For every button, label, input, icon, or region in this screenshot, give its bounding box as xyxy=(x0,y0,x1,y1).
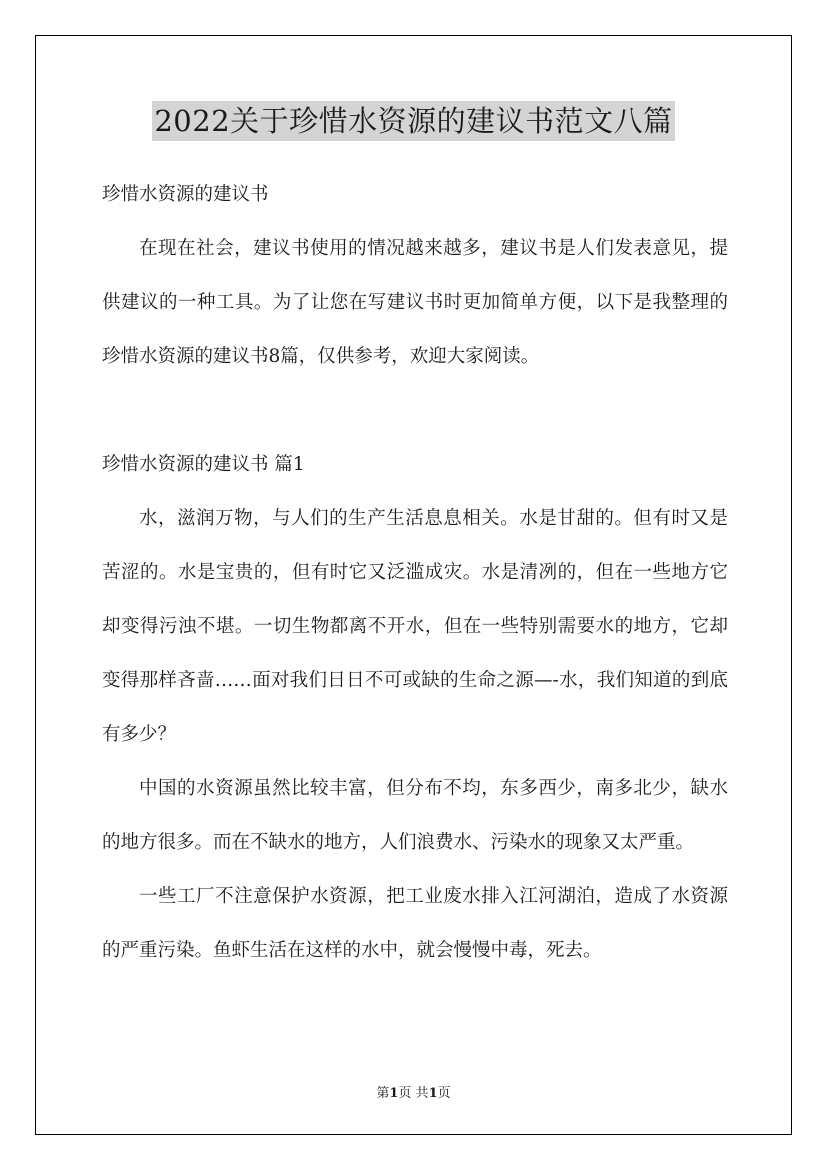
paragraph: 中国的水资源虽然比较丰富，但分布不均，东多西少，南多北少，缺水的地方很多。而在不缺水的地方，人们浪费水、污染水的现象又太严重。 xyxy=(102,778,728,853)
page-label-prefix: 第 xyxy=(376,1086,390,1101)
paragraph: 一些工厂不注意保护水资源，把工业废水排入江河湖泊，造成了水资源的严重污染。鱼虾生活在这样的水中，就会慢慢中毒，死去。 xyxy=(102,886,728,961)
page-total: 1 xyxy=(428,1086,438,1101)
page-current: 1 xyxy=(389,1086,399,1101)
page-label-mid: 页 共 xyxy=(398,1086,429,1101)
blank-line xyxy=(102,384,728,438)
page-label-suffix: 页 xyxy=(437,1086,451,1101)
title-container xyxy=(0,101,827,141)
document-body xyxy=(102,168,728,978)
paragraph: 在现在社会，建议书使用的情况越来越多，建议书是人们发表意见，提供建议的一种工具。为了让您在写建议书时更加简单方便，以下是我整理的珍惜水资源的建议书8篇，仅供参考，欢迎大家阅读。 xyxy=(102,238,728,367)
paragraph: 水，滋润万物，与人们的生产生活息息相关。水是甘甜的。但有时又是苦涩的。水是宝贵的，但有时它又泛滥成灾。水是清冽的，但在一些地方它却变得污浊不堪。一切生物都离不开水，但在一些特别需要水的地方，它却变得那样吝啬……面对我们日日不可或缺的生命之源—-水，我们知道的到底有多少？ xyxy=(102,508,728,745)
section-heading: 珍惜水资源的建议书 xyxy=(102,184,269,205)
page-footer xyxy=(0,1082,827,1101)
document-title: 2022关于珍惜水资源的建议书范文八篇 xyxy=(152,101,674,141)
section-heading: 珍惜水资源的建议书 篇1 xyxy=(102,454,305,475)
